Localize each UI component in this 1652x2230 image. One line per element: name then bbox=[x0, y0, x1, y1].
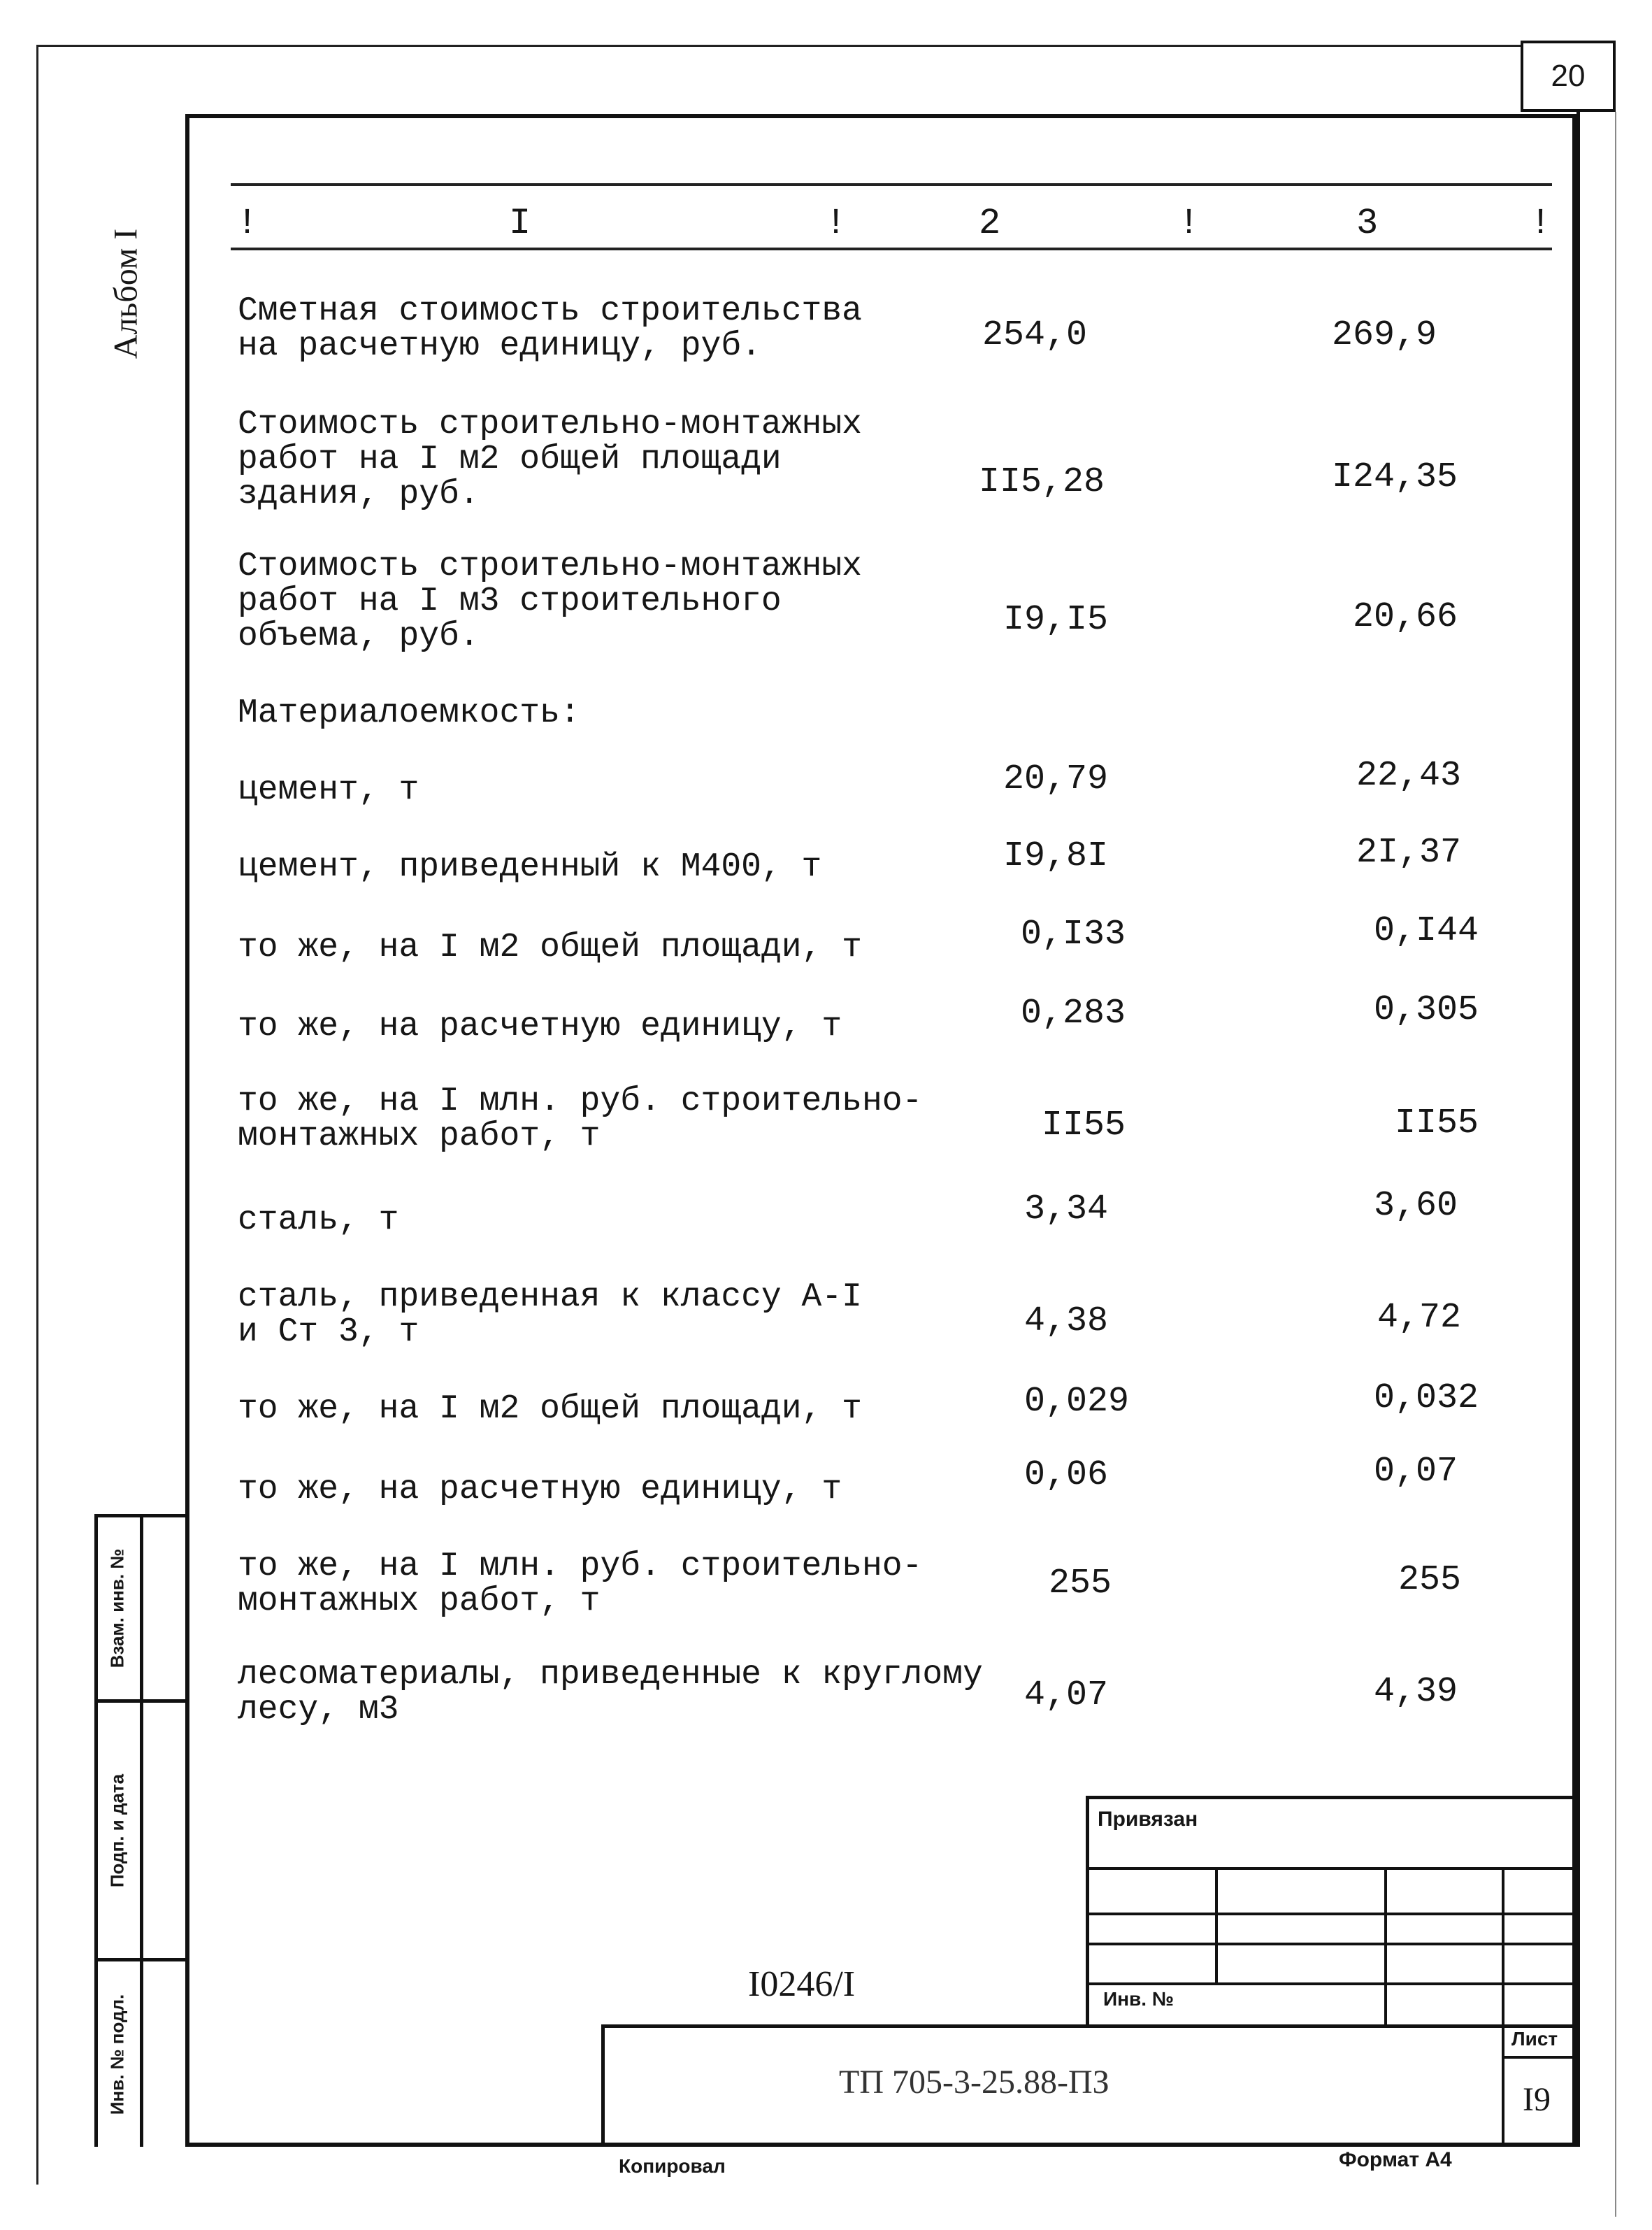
row-label: сталь, приведенная к классу А-I и Ст 3, т bbox=[238, 1278, 862, 1351]
row-value-col2: I9,8I bbox=[1003, 836, 1109, 876]
order-number: I0246/I bbox=[748, 1964, 856, 2004]
title-block-sheet-label: Лист bbox=[1511, 2028, 1558, 2050]
title-block-line bbox=[1086, 1982, 1580, 1985]
header-col1: I bbox=[509, 203, 531, 244]
title-block-inv-no: Инв. № bbox=[1103, 1988, 1175, 2010]
header-bottom-rule bbox=[231, 248, 1552, 250]
side-stamp-inv-orig-text: Инв. № подл. bbox=[106, 1994, 127, 2115]
title-block-line bbox=[1384, 1867, 1387, 2027]
row-label: сталь, т bbox=[238, 1201, 399, 1239]
row-value-col3: 4,39 bbox=[1374, 1672, 1458, 1712]
row-value-col3: 22,43 bbox=[1356, 756, 1462, 796]
header-sep: ! bbox=[825, 203, 847, 244]
header-sep: ! bbox=[1178, 203, 1200, 244]
title-block-line bbox=[601, 2024, 605, 2147]
row-label: лесоматериалы, приведенные к круглому лесу, м3 bbox=[238, 1656, 983, 1729]
row-value-col3: II55 bbox=[1395, 1103, 1479, 1143]
row-value-col3: 2I,37 bbox=[1356, 833, 1462, 873]
title-block-line bbox=[1086, 1796, 1089, 2027]
row-label: то же, на I млн. руб. строительно- монтажных работ, т bbox=[238, 1548, 923, 1620]
title-block-line bbox=[1502, 1867, 1504, 2147]
title-block-line bbox=[1215, 1867, 1218, 1982]
title-block-line bbox=[1086, 1943, 1580, 1945]
row-value-col3: 0,07 bbox=[1374, 1452, 1458, 1492]
row-label: Сметная стоимость строительства на расчетную единицу, руб. bbox=[238, 292, 862, 365]
row-value-col3: I24,35 bbox=[1332, 457, 1458, 497]
side-stamp-inv-orig bbox=[94, 1961, 140, 2147]
row-value-col2: 255 bbox=[1049, 1564, 1112, 1603]
header-sep: ! bbox=[1530, 203, 1552, 244]
row-value-col2: 0,029 bbox=[1024, 1382, 1130, 1422]
row-value-col2: II5,28 bbox=[979, 462, 1105, 502]
row-value-col2: I9,I5 bbox=[1003, 600, 1109, 640]
row-value-col3: 0,305 bbox=[1374, 990, 1479, 1030]
footer-copied: Копировал bbox=[619, 2155, 726, 2177]
row-label: то же, на I м2 общей площади, т bbox=[238, 1390, 862, 1428]
title-block-line bbox=[601, 2024, 1580, 2028]
row-value-col3: 0,032 bbox=[1374, 1378, 1479, 1418]
row-value-col3: 269,9 bbox=[1332, 315, 1437, 355]
row-value-col2: 4,07 bbox=[1024, 1675, 1109, 1715]
title-block-line bbox=[1502, 2056, 1580, 2059]
side-stamp-vzam bbox=[94, 1517, 140, 1699]
row-value-col3: 4,72 bbox=[1377, 1298, 1462, 1338]
row-value-col2: 3,34 bbox=[1024, 1189, 1109, 1229]
row-label: то же, на расчетную единицу, т bbox=[238, 1008, 842, 1045]
row-value-col2: 0,I33 bbox=[1021, 915, 1126, 955]
row-value-col3: 20,66 bbox=[1353, 597, 1458, 637]
title-block-designation: ТП 705-3-25.88-ПЗ bbox=[839, 2064, 1109, 2101]
side-stamp-sign-date bbox=[94, 1703, 140, 1958]
row-value-col2: 20,79 bbox=[1003, 759, 1109, 799]
side-stamp-divider bbox=[140, 1514, 143, 2147]
row-value-col2: 0,06 bbox=[1024, 1455, 1109, 1495]
row-label: то же, на I м2 общей площади, т bbox=[238, 929, 862, 966]
album-label bbox=[107, 210, 145, 378]
row-label: то же, на I млн. руб. строительно- монтажных работ, т bbox=[238, 1082, 923, 1155]
outer-frame-top bbox=[36, 45, 1521, 47]
title-block-line bbox=[1086, 1913, 1580, 1915]
header-col3: 3 bbox=[1356, 203, 1379, 244]
row-value-col2: 0,283 bbox=[1021, 994, 1126, 1034]
outer-frame-left bbox=[36, 45, 38, 2185]
header-sep: ! bbox=[236, 203, 259, 244]
row-value-col2: II55 bbox=[1042, 1106, 1126, 1145]
row-label: цемент, приведенный к М400, т bbox=[238, 848, 822, 886]
row-label: Материалоемкость: bbox=[238, 694, 580, 732]
side-stamp-sign-date-text: Подп. и дата bbox=[106, 1773, 127, 1887]
row-value-col3: 255 bbox=[1398, 1560, 1462, 1600]
header-top-rule bbox=[231, 183, 1552, 186]
inner-frame-right-edge bbox=[1576, 112, 1580, 2147]
row-value-col2: 254,0 bbox=[982, 315, 1088, 355]
title-block-line bbox=[1086, 1796, 1580, 1799]
row-label: то же, на расчетную единицу, т bbox=[238, 1471, 842, 1508]
row-value-col3: 0,I44 bbox=[1374, 911, 1479, 951]
footer-format: Формат А4 bbox=[1339, 2148, 1452, 2171]
outer-frame-right bbox=[1615, 112, 1616, 2217]
row-value-col2: 4,38 bbox=[1024, 1301, 1109, 1341]
row-label: цемент, т bbox=[238, 771, 419, 809]
row-label: Стоимость строительно-монтажных работ на I м2 общей площади здания, руб. bbox=[238, 406, 862, 513]
album-label-text: Альбом I bbox=[107, 228, 145, 359]
header-col2: 2 bbox=[979, 203, 1001, 244]
row-value-col3: 3,60 bbox=[1374, 1186, 1458, 1226]
page-number: 20 bbox=[1521, 41, 1616, 112]
title-block-sheet-number: I9 bbox=[1523, 2081, 1551, 2118]
row-label: Стоимость строительно-монтажных работ на I м3 строительного объема, руб. bbox=[238, 548, 862, 655]
title-block-line bbox=[1086, 1867, 1580, 1870]
side-stamp-vzam-text: Взам. инв. № bbox=[106, 1548, 127, 1668]
title-block-privyazan: Привязан bbox=[1098, 1808, 1198, 1831]
